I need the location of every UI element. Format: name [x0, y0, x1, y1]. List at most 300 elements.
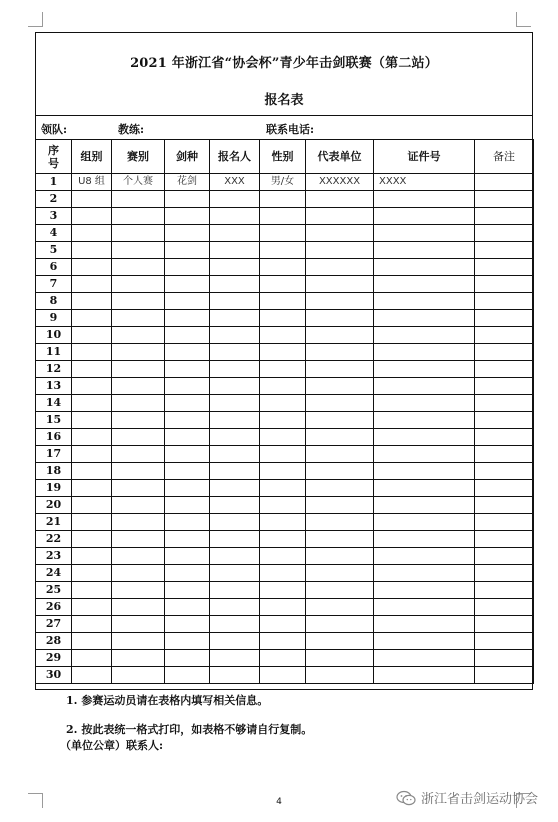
cell-gender[interactable]	[260, 242, 306, 259]
cell-registrant[interactable]	[210, 514, 260, 531]
cell-registrant[interactable]	[210, 582, 260, 599]
cell-gender[interactable]	[260, 378, 306, 395]
cell-weapon[interactable]	[165, 191, 210, 208]
cell-remarks[interactable]	[475, 497, 534, 514]
cell-id-number[interactable]	[374, 395, 475, 412]
cell-registrant[interactable]	[210, 242, 260, 259]
cell-id-number[interactable]	[374, 565, 475, 582]
cell-event[interactable]	[112, 616, 165, 633]
cell-weapon[interactable]	[165, 310, 210, 327]
cell-event[interactable]	[112, 599, 165, 616]
row-number: 22	[36, 531, 72, 548]
cell-group[interactable]	[72, 412, 112, 429]
cell-group[interactable]	[72, 582, 112, 599]
cell-group[interactable]	[72, 514, 112, 531]
cell-group[interactable]	[72, 446, 112, 463]
cell-remarks[interactable]	[475, 225, 534, 242]
cell-registrant[interactable]	[210, 599, 260, 616]
cell-unit[interactable]	[306, 242, 374, 259]
table-row	[36, 565, 534, 582]
table-row	[36, 242, 534, 259]
cell-event[interactable]	[112, 667, 165, 684]
cell-id-number[interactable]	[374, 531, 475, 548]
cell-unit[interactable]	[306, 395, 374, 412]
cell-id-number[interactable]	[374, 361, 475, 378]
cell-registrant[interactable]: XXX	[210, 174, 260, 191]
cell-unit[interactable]	[306, 650, 374, 667]
cell-registrant[interactable]	[210, 225, 260, 242]
cell-gender[interactable]	[260, 225, 306, 242]
cell-event[interactable]	[112, 378, 165, 395]
cell-remarks[interactable]	[475, 378, 534, 395]
coach-label: 教练:	[118, 123, 145, 136]
cell-gender[interactable]	[260, 650, 306, 667]
cell-weapon[interactable]	[165, 667, 210, 684]
header-remarks: 备注	[475, 140, 534, 174]
cell-weapon[interactable]	[165, 531, 210, 548]
cell-remarks[interactable]	[475, 191, 534, 208]
cell-group[interactable]	[72, 208, 112, 225]
table-row	[36, 599, 534, 616]
cell-gender[interactable]	[260, 446, 306, 463]
cell-weapon[interactable]	[165, 344, 210, 361]
cell-gender[interactable]	[260, 208, 306, 225]
table-row	[36, 531, 534, 548]
table-row	[36, 616, 534, 633]
row-number: 29	[36, 650, 72, 667]
cell-registrant[interactable]	[210, 463, 260, 480]
cell-event[interactable]	[112, 480, 165, 497]
table-row	[36, 361, 534, 378]
cell-id-number[interactable]	[374, 344, 475, 361]
cell-unit[interactable]	[306, 276, 374, 293]
cell-id-number[interactable]: XXXX	[374, 174, 475, 191]
cell-unit[interactable]	[306, 361, 374, 378]
cell-gender[interactable]	[260, 565, 306, 582]
cell-event[interactable]	[112, 344, 165, 361]
cell-gender[interactable]	[260, 633, 306, 650]
header-registrant: 报名人	[210, 140, 260, 174]
cell-weapon[interactable]	[165, 650, 210, 667]
cell-weapon[interactable]	[165, 242, 210, 259]
cell-unit[interactable]	[306, 497, 374, 514]
cell-remarks[interactable]	[475, 565, 534, 582]
cell-gender[interactable]	[260, 310, 306, 327]
cell-registrant[interactable]	[210, 616, 260, 633]
cell-group[interactable]	[72, 599, 112, 616]
cell-remarks[interactable]	[475, 599, 534, 616]
registration-form	[35, 32, 533, 690]
cell-id-number[interactable]	[374, 225, 475, 242]
cell-unit[interactable]	[306, 582, 374, 599]
cell-gender[interactable]	[260, 395, 306, 412]
cell-gender[interactable]: 男/女	[260, 174, 306, 191]
cell-registrant[interactable]	[210, 531, 260, 548]
form-title: 2021 年浙江省“协会杯”青少年击剑联赛（第二站）	[130, 56, 438, 71]
cell-registrant[interactable]	[210, 293, 260, 310]
cell-event[interactable]	[112, 242, 165, 259]
cell-event[interactable]	[112, 650, 165, 667]
cell-group[interactable]	[72, 531, 112, 548]
cell-unit[interactable]	[306, 514, 374, 531]
phone-label: 联系电话:	[266, 123, 315, 136]
cell-event[interactable]	[112, 497, 165, 514]
cell-unit[interactable]	[306, 225, 374, 242]
cell-id-number[interactable]	[374, 548, 475, 565]
cell-weapon[interactable]	[165, 293, 210, 310]
cell-registrant[interactable]	[210, 191, 260, 208]
cell-remarks[interactable]	[475, 667, 534, 684]
row-number: 6	[36, 259, 72, 276]
cell-gender[interactable]	[260, 327, 306, 344]
cell-weapon[interactable]	[165, 276, 210, 293]
cell-weapon[interactable]	[165, 463, 210, 480]
row-number: 28	[36, 633, 72, 650]
cell-unit[interactable]	[306, 531, 374, 548]
cell-registrant[interactable]	[210, 650, 260, 667]
table-row	[36, 429, 534, 446]
cell-weapon[interactable]	[165, 446, 210, 463]
cell-group[interactable]	[72, 616, 112, 633]
contact-info-row	[36, 115, 532, 139]
cell-gender[interactable]	[260, 344, 306, 361]
cell-group[interactable]	[72, 633, 112, 650]
cell-unit[interactable]	[306, 429, 374, 446]
cell-remarks[interactable]	[475, 531, 534, 548]
cell-registrant[interactable]	[210, 378, 260, 395]
cell-remarks[interactable]	[475, 429, 534, 446]
cell-registrant[interactable]	[210, 412, 260, 429]
cell-group[interactable]	[72, 310, 112, 327]
header-weapon: 剑种	[165, 140, 210, 174]
row-number: 20	[36, 497, 72, 514]
cell-registrant[interactable]	[210, 480, 260, 497]
cell-gender[interactable]	[260, 616, 306, 633]
cell-remarks[interactable]	[475, 480, 534, 497]
table-row	[36, 497, 534, 514]
cell-gender[interactable]	[260, 276, 306, 293]
cell-registrant[interactable]	[210, 276, 260, 293]
cell-group[interactable]	[72, 548, 112, 565]
cell-id-number[interactable]	[374, 429, 475, 446]
table-row	[36, 412, 534, 429]
cell-weapon[interactable]	[165, 225, 210, 242]
cell-unit[interactable]	[306, 344, 374, 361]
cell-weapon[interactable]	[165, 599, 210, 616]
cell-remarks[interactable]	[475, 327, 534, 344]
cell-remarks[interactable]	[475, 412, 534, 429]
cell-event[interactable]	[112, 429, 165, 446]
cell-gender[interactable]	[260, 412, 306, 429]
cell-unit[interactable]	[306, 293, 374, 310]
table-row	[36, 174, 534, 191]
row-number: 23	[36, 548, 72, 565]
cell-gender[interactable]	[260, 259, 306, 276]
cell-event[interactable]	[112, 412, 165, 429]
row-number: 11	[36, 344, 72, 361]
cell-weapon[interactable]	[165, 480, 210, 497]
cell-id-number[interactable]	[374, 667, 475, 684]
cell-group[interactable]	[72, 327, 112, 344]
cell-remarks[interactable]	[475, 208, 534, 225]
cell-weapon[interactable]	[165, 565, 210, 582]
cell-id-number[interactable]	[374, 276, 475, 293]
note-1: 1. 参赛运动员请在表格内填写相关信息。	[66, 694, 269, 707]
cell-event[interactable]	[112, 293, 165, 310]
cell-registrant[interactable]	[210, 259, 260, 276]
cell-registrant[interactable]	[210, 395, 260, 412]
cell-unit[interactable]	[306, 667, 374, 684]
cell-weapon[interactable]	[165, 497, 210, 514]
cell-gender[interactable]	[260, 582, 306, 599]
table-row	[36, 480, 534, 497]
cell-group[interactable]	[72, 429, 112, 446]
crop-mark-top-right	[516, 12, 531, 27]
cell-unit[interactable]	[306, 310, 374, 327]
cell-unit[interactable]: XXXXXX	[306, 174, 374, 191]
cell-gender[interactable]	[260, 361, 306, 378]
cell-gender[interactable]	[260, 429, 306, 446]
header-gender: 性别	[260, 140, 306, 174]
cell-group[interactable]	[72, 395, 112, 412]
cell-weapon[interactable]	[165, 616, 210, 633]
cell-unit[interactable]	[306, 378, 374, 395]
cell-weapon[interactable]	[165, 327, 210, 344]
cell-registrant[interactable]	[210, 565, 260, 582]
cell-weapon[interactable]	[165, 429, 210, 446]
table-row	[36, 463, 534, 480]
cell-event[interactable]: 个人赛	[112, 174, 165, 191]
cell-event[interactable]	[112, 191, 165, 208]
table-row	[36, 378, 534, 395]
cell-gender[interactable]	[260, 531, 306, 548]
cell-id-number[interactable]	[374, 412, 475, 429]
cell-registrant[interactable]	[210, 327, 260, 344]
cell-registrant[interactable]	[210, 429, 260, 446]
cell-unit[interactable]	[306, 412, 374, 429]
cell-group[interactable]: U8 组	[72, 174, 112, 191]
row-number: 4	[36, 225, 72, 242]
cell-weapon[interactable]	[165, 633, 210, 650]
cell-group[interactable]	[72, 259, 112, 276]
cell-gender[interactable]	[260, 497, 306, 514]
cell-group[interactable]	[72, 361, 112, 378]
table-row	[36, 344, 534, 361]
cell-registrant[interactable]	[210, 446, 260, 463]
cell-unit[interactable]	[306, 616, 374, 633]
cell-remarks[interactable]	[475, 276, 534, 293]
cell-id-number[interactable]	[374, 378, 475, 395]
cell-unit[interactable]	[306, 548, 374, 565]
row-number: 13	[36, 378, 72, 395]
cell-registrant[interactable]	[210, 344, 260, 361]
cell-event[interactable]	[112, 208, 165, 225]
row-number: 10	[36, 327, 72, 344]
cell-weapon[interactable]	[165, 395, 210, 412]
cell-weapon[interactable]	[165, 412, 210, 429]
cell-remarks[interactable]	[475, 633, 534, 650]
cell-event[interactable]	[112, 582, 165, 599]
table-row	[36, 548, 534, 565]
cell-group[interactable]	[72, 650, 112, 667]
row-number: 27	[36, 616, 72, 633]
cell-remarks[interactable]	[475, 582, 534, 599]
cell-event[interactable]	[112, 395, 165, 412]
cell-event[interactable]	[112, 565, 165, 582]
cell-id-number[interactable]	[374, 497, 475, 514]
cell-weapon[interactable]	[165, 378, 210, 395]
cell-weapon[interactable]	[165, 361, 210, 378]
table-row	[36, 446, 534, 463]
cell-event[interactable]	[112, 633, 165, 650]
crop-mark-top-left	[28, 12, 43, 27]
cell-id-number[interactable]	[374, 242, 475, 259]
note-2: 2. 按此表统一格式打印，如表格不够请自行复制。	[66, 723, 313, 736]
cell-group[interactable]	[72, 497, 112, 514]
cell-remarks[interactable]	[475, 310, 534, 327]
cell-event[interactable]	[112, 327, 165, 344]
table-row	[36, 310, 534, 327]
header-seq-label: 序号	[48, 143, 59, 170]
table-row	[36, 582, 534, 599]
cell-unit[interactable]	[306, 259, 374, 276]
cell-weapon[interactable]	[165, 259, 210, 276]
header-group: 组别	[72, 140, 112, 174]
cell-registrant[interactable]	[210, 548, 260, 565]
cell-remarks[interactable]	[475, 463, 534, 480]
cell-registrant[interactable]	[210, 361, 260, 378]
table-row	[36, 191, 534, 208]
cell-remarks[interactable]	[475, 446, 534, 463]
cell-remarks[interactable]	[475, 514, 534, 531]
cell-gender[interactable]	[260, 514, 306, 531]
cell-event[interactable]	[112, 548, 165, 565]
cell-event[interactable]	[112, 514, 165, 531]
cell-id-number[interactable]	[374, 514, 475, 531]
note-3: （单位公章）联系人:	[60, 739, 164, 752]
cell-event[interactable]	[112, 276, 165, 293]
row-number: 15	[36, 412, 72, 429]
cell-group[interactable]	[72, 225, 112, 242]
cell-gender[interactable]	[260, 599, 306, 616]
cell-group[interactable]	[72, 378, 112, 395]
cell-remarks[interactable]	[475, 259, 534, 276]
cell-unit[interactable]	[306, 480, 374, 497]
cell-gender[interactable]	[260, 667, 306, 684]
cell-remarks[interactable]	[475, 650, 534, 667]
cell-remarks[interactable]	[475, 293, 534, 310]
cell-remarks[interactable]	[475, 361, 534, 378]
cell-id-number[interactable]	[374, 446, 475, 463]
cell-weapon[interactable]	[165, 548, 210, 565]
cell-unit[interactable]	[306, 599, 374, 616]
cell-registrant[interactable]	[210, 667, 260, 684]
watermark-text: 浙江省击剑运动协会	[421, 792, 539, 807]
entry-table	[35, 139, 534, 684]
cell-gender[interactable]	[260, 480, 306, 497]
cell-group[interactable]	[72, 344, 112, 361]
row-number: 14	[36, 395, 72, 412]
cell-registrant[interactable]	[210, 208, 260, 225]
cell-event[interactable]	[112, 531, 165, 548]
cell-unit[interactable]	[306, 446, 374, 463]
header-event: 赛别	[112, 140, 165, 174]
cell-unit[interactable]	[306, 208, 374, 225]
cell-id-number[interactable]	[374, 582, 475, 599]
cell-weapon[interactable]	[165, 514, 210, 531]
cell-remarks[interactable]	[475, 174, 534, 191]
cell-weapon[interactable]	[165, 208, 210, 225]
cell-remarks[interactable]	[475, 395, 534, 412]
cell-id-number[interactable]	[374, 259, 475, 276]
cell-event[interactable]	[112, 259, 165, 276]
cell-id-number[interactable]	[374, 208, 475, 225]
cell-group[interactable]	[72, 191, 112, 208]
cell-registrant[interactable]	[210, 633, 260, 650]
cell-event[interactable]	[112, 225, 165, 242]
cell-id-number[interactable]	[374, 327, 475, 344]
cell-id-number[interactable]	[374, 616, 475, 633]
cell-group[interactable]	[72, 276, 112, 293]
cell-unit[interactable]	[306, 463, 374, 480]
row-number: 30	[36, 667, 72, 684]
row-number: 1	[36, 174, 72, 191]
cell-registrant[interactable]	[210, 497, 260, 514]
row-number: 26	[36, 599, 72, 616]
cell-unit[interactable]	[306, 327, 374, 344]
cell-id-number[interactable]	[374, 599, 475, 616]
cell-id-number[interactable]	[374, 650, 475, 667]
row-number: 3	[36, 208, 72, 225]
cell-gender[interactable]	[260, 191, 306, 208]
cell-gender[interactable]	[260, 463, 306, 480]
cell-id-number[interactable]	[374, 293, 475, 310]
cell-gender[interactable]	[260, 293, 306, 310]
cell-group[interactable]	[72, 242, 112, 259]
table-row	[36, 327, 534, 344]
cell-id-number[interactable]	[374, 191, 475, 208]
cell-event[interactable]	[112, 463, 165, 480]
cell-id-number[interactable]	[374, 463, 475, 480]
cell-event[interactable]	[112, 310, 165, 327]
cell-remarks[interactable]	[475, 548, 534, 565]
cell-unit[interactable]	[306, 633, 374, 650]
cell-group[interactable]	[72, 480, 112, 497]
cell-remarks[interactable]	[475, 242, 534, 259]
cell-group[interactable]	[72, 293, 112, 310]
page-number: 4	[276, 797, 282, 807]
cell-gender[interactable]	[260, 548, 306, 565]
cell-group[interactable]	[72, 565, 112, 582]
cell-event[interactable]	[112, 361, 165, 378]
cell-group[interactable]	[72, 463, 112, 480]
form-subtitle: 报名表	[264, 93, 304, 108]
cell-registrant[interactable]	[210, 310, 260, 327]
cell-id-number[interactable]	[374, 310, 475, 327]
cell-event[interactable]	[112, 446, 165, 463]
cell-id-number[interactable]	[374, 633, 475, 650]
cell-weapon[interactable]: 花剑	[165, 174, 210, 191]
cell-unit[interactable]	[306, 565, 374, 582]
cell-remarks[interactable]	[475, 616, 534, 633]
cell-id-number[interactable]	[374, 480, 475, 497]
header-unit: 代表单位	[306, 140, 374, 174]
cell-unit[interactable]	[306, 191, 374, 208]
cell-weapon[interactable]	[165, 582, 210, 599]
cell-group[interactable]	[72, 667, 112, 684]
table-row	[36, 633, 534, 650]
cell-remarks[interactable]	[475, 344, 534, 361]
